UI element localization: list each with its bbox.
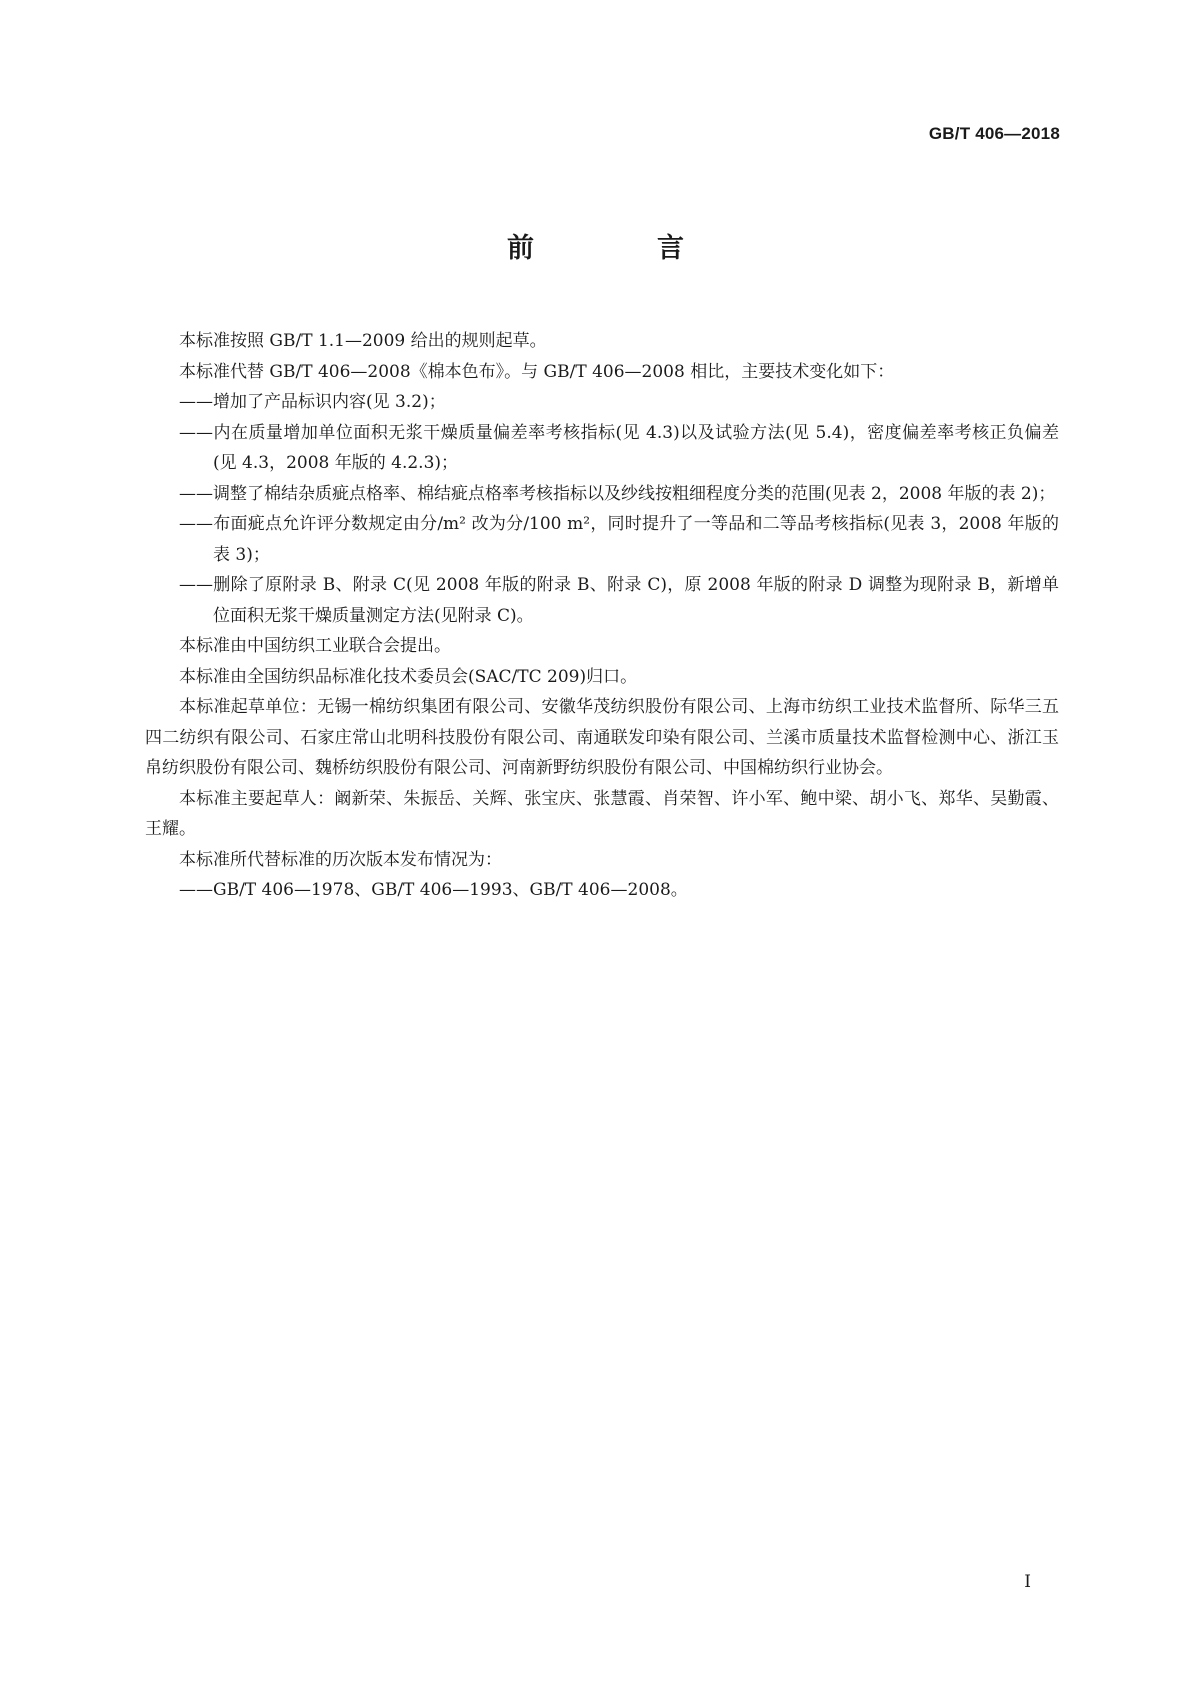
paragraph-drafting-units: 本标准起草单位：无锡一棉纺织集团有限公司、安徽华茂纺织股份有限公司、上海市纺织工业技术监督所、际华三五四二纺织有限公司、石家庄常山北明科技股份有限公司、南通联发印染有限公司、兰溪市质量技术监督检测中心、浙江玉帛纺织股份有限公司、魏桥纺织股份有限公司、河南新野纺织股份有限公司、中国棉纺织行业协会。: [145, 697, 1059, 778]
change-item: ——增加了产品标识内容(见 3.2)；: [179, 392, 446, 412]
history-item: ——GB/T 406—1978、GB/T 406—1993、GB/T 406—2008。: [179, 880, 688, 900]
paragraph-replaces: 本标准代替 GB/T 406—2008《棉本色布》。与 GB/T 406—2008 相比，主要技术变化如下：: [179, 361, 895, 382]
paragraph-centralized: 本标准由全国纺织品标准化技术委员会(SAC/TC 209)归口。: [179, 666, 638, 687]
change-item: ——布面疵点允许评分数规定由分/m² 改为分/100 m²，同时提升了一等品和二等品考核指标(见表 3，2008 年版的表 3)；: [179, 514, 1059, 565]
change-item: ——内在质量增加单位面积无浆干燥质量偏差率考核指标(见 4.3)以及试验方法(见 5.4)，密度偏差率考核正负偏差(见 4.3，2008 年版的 4.2.3)；: [179, 422, 1060, 473]
paragraph-drafters: 本标准主要起草人：阚新荣、朱振岳、关辉、张宝庆、张慧霞、肖荣智、许小军、鲍中梁、胡小飞、郑华、吴勤霞、王耀。: [145, 788, 1059, 839]
change-item: ——调整了棉结杂质疵点格率、棉结疵点格率考核指标以及纱线按粗细程度分类的范围(见表 2，2008 年版的表 2)；: [179, 483, 1056, 504]
paragraph-history-intro: 本标准所代替标准的历次版本发布情况为：: [179, 849, 502, 870]
page-number: I: [1024, 1572, 1031, 1592]
paragraph-proposer: 本标准由中国纺织工业联合会提出。: [179, 636, 451, 656]
change-item: ——删除了原附录 B、附录 C(见 2008 年版的附录 B、附录 C)，原 2008 年版的附录 D 调整为现附录 B，新增单位面积无浆干燥质量测定方法(见附录 C)。: [179, 575, 1059, 626]
standard-code: GB/T 406—2018: [928, 124, 1060, 143]
page-title: 前 言: [507, 233, 732, 264]
paragraph-drafting-rules: 本标准按照 GB/T 1.1—2009 给出的规则起草。: [179, 331, 547, 351]
foreword-body: [145, 326, 1059, 906]
